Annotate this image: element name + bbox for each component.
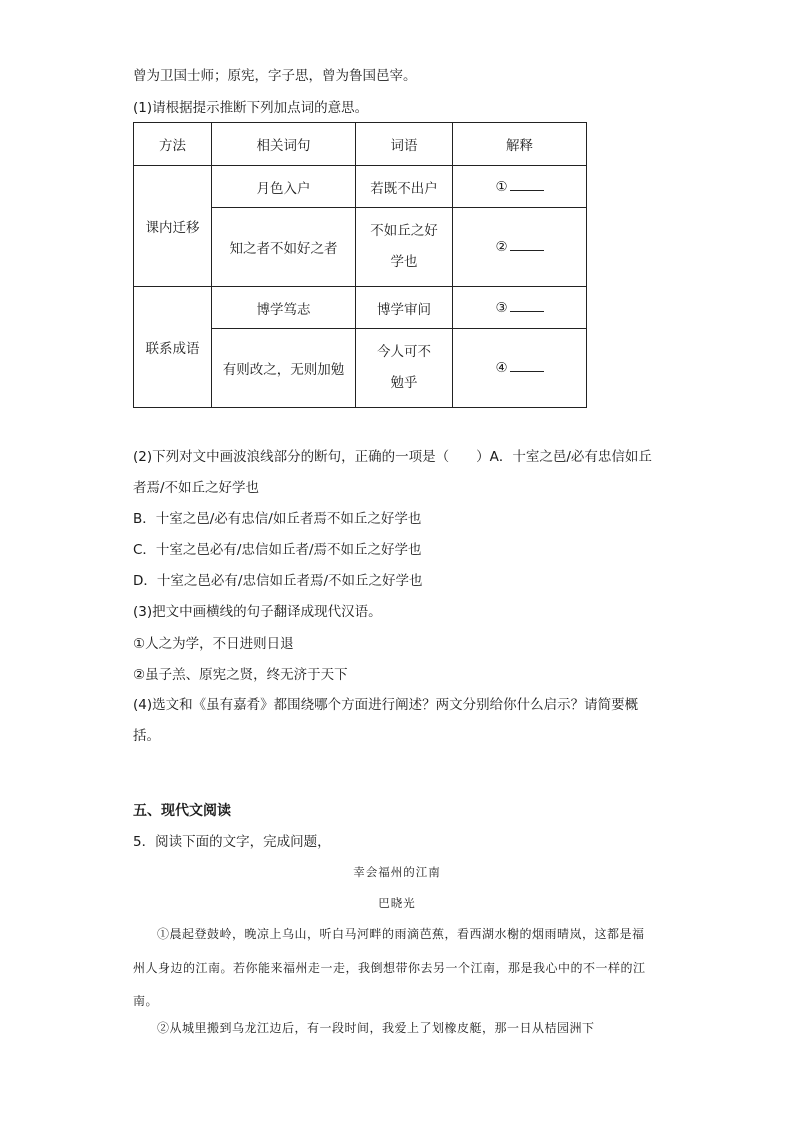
question-3: (3)把文中画横线的句子翻译成现代汉语。 (133, 604, 382, 620)
answer-blank[interactable] (510, 240, 544, 251)
article-paragraph-2: ②从城里搬到乌龙江边后，有一段时间，我爱上了划橡皮艇，那一日从桔园洲下 (157, 1021, 595, 1035)
top-line: 曾为卫国士师；原宪，字子思，曾为鲁国邑宰。 (133, 68, 417, 84)
related-cell: 博学笃志 (212, 287, 356, 329)
word-cell: 若既不出户 (356, 166, 453, 208)
question-4: (4)选文和《虽有嘉肴》都围绕哪个方面进行阐述？两文分别给你什么启示？请简要概括。 (133, 697, 639, 744)
related-cell: 月色入户 (212, 166, 356, 208)
answer-cell[interactable]: ② (453, 208, 587, 287)
related-cell: 知之者不如好之者 (212, 208, 356, 287)
header-method: 方法 (134, 123, 212, 166)
article-author: 巴晓光 (378, 896, 416, 910)
option-b: B．十室之邑/必有忠信/如丘者焉不如丘之好学也 (133, 511, 422, 527)
vocab-table (133, 122, 587, 408)
article-paragraph-1: ①晨起登鼓岭，晚凉上乌山，听白马河畔的雨滴芭蕉，看西湖水榭的烟雨晴岚，这都是福州人身边的江南。若你能来福州走一走，我倒想带你去另一个江南，那是我心中的不一样的江南。 (133, 927, 646, 1008)
option-c: C．十室之邑必有/忠信如丘者/焉不如丘之好学也 (133, 542, 422, 558)
method-cell: 课内迁移 (134, 166, 212, 287)
answer-blank[interactable] (510, 301, 544, 312)
word-cell: 今人可不勉乎 (356, 329, 453, 408)
question-5: 5．阅读下面的文字，完成问题， (133, 834, 331, 850)
answer-cell[interactable]: ① (453, 166, 587, 208)
question-1: (1)请根据提示推断下列加点词的意思。 (133, 100, 369, 116)
related-cell: 有则改之，无则加勉 (212, 329, 356, 408)
question-2: (2)下列对文中画波浪线部分的断句，正确的一项是（ ）A．十室之邑/必有忠信如丘者焉/不如丘之好学也 (133, 449, 652, 496)
section-title: 五、现代文阅读 (133, 803, 231, 819)
method-cell: 联系成语 (134, 287, 212, 408)
word-cell: 不如丘之好学也 (356, 208, 453, 287)
option-d: D．十室之邑必有/忠信如丘者焉/不如丘之好学也 (133, 573, 423, 589)
q3-item-2: ②虽子羔、原宪之贤，终无济于天下 (133, 667, 348, 683)
q3-item-1: ①人之为学，不日进则日退 (133, 636, 294, 652)
header-related: 相关词句 (212, 123, 356, 166)
header-word: 词语 (356, 123, 453, 166)
word-cell: 博学审问 (356, 287, 453, 329)
answer-blank[interactable] (510, 180, 544, 191)
article-title: 幸会福州的江南 (353, 865, 441, 879)
answer-cell[interactable]: ④ (453, 329, 587, 408)
header-meaning: 解释 (453, 123, 587, 166)
answer-blank[interactable] (510, 361, 544, 372)
answer-cell[interactable]: ③ (453, 287, 587, 329)
